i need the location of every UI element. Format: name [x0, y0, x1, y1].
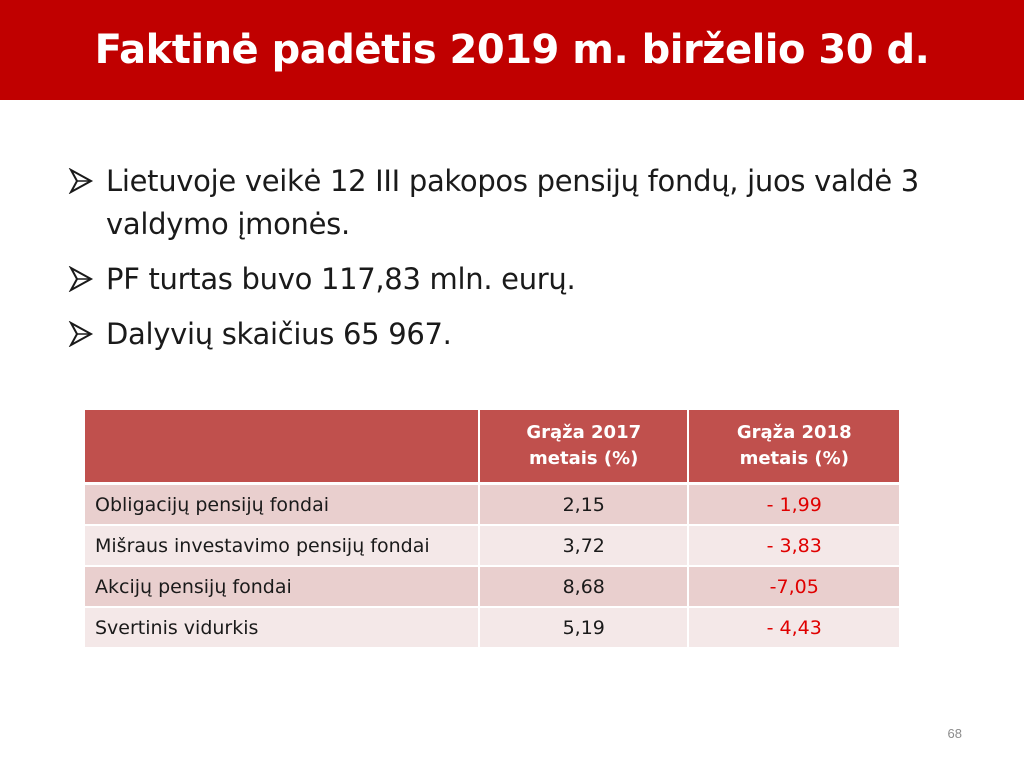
table-row: [85, 525, 899, 566]
return-2017-value: 2,15: [479, 484, 689, 526]
return-2017-value: 8,68: [479, 566, 689, 607]
header-return-2018: [688, 410, 899, 484]
page-number: 68: [947, 726, 962, 741]
arrow-bullet-icon: [68, 266, 94, 292]
title-bar: [0, 0, 1024, 100]
header-return-2017: [479, 410, 689, 484]
return-2018-value: - 1,99: [688, 484, 899, 526]
row-label: Akcijų pensijų fondai: [85, 566, 479, 607]
bullet-text: PF turtas buvo 117,83 mln. eurų.: [106, 262, 576, 296]
arrow-bullet-icon: [68, 321, 94, 347]
bullet-text: Dalyvių skaičius 65 967.: [106, 317, 452, 351]
bullet-item: [68, 258, 948, 301]
bullet-item: [68, 160, 948, 246]
arrow-bullet-icon: [68, 168, 94, 194]
return-2017-value: 5,19: [479, 607, 689, 648]
table-row: [85, 566, 899, 607]
row-label: Obligacijų pensijų fondai: [85, 484, 479, 526]
bullet-text: Lietuvoje veikė 12 III pakopos pensijų fondų, juos valdė 3 valdymo įmonės.: [106, 164, 919, 241]
slide-title: Faktinė padėtis 2019 m. birželio 30 d.: [94, 27, 930, 73]
return-2018-value: -7,05: [688, 566, 899, 607]
row-label: Mišraus investavimo pensijų fondai: [85, 525, 479, 566]
header-2018-line1: Grąža 2018: [736, 422, 852, 443]
table-row: [85, 607, 899, 648]
return-2018-value: - 4,43: [688, 607, 899, 648]
bullet-list: [68, 160, 948, 368]
row-label: Svertinis vidurkis: [85, 607, 479, 648]
bullet-item: [68, 313, 948, 356]
header-2018-line2: metais (%): [739, 448, 849, 469]
header-2017-line1: Grąža 2017: [526, 422, 642, 443]
header-2017-line2: metais (%): [529, 448, 639, 469]
header-empty-cell: [85, 410, 479, 484]
table-row: [85, 484, 899, 526]
table-header-row: [85, 410, 899, 484]
return-2018-value: - 3,83: [688, 525, 899, 566]
return-2017-value: 3,72: [479, 525, 689, 566]
returns-table: [85, 410, 899, 649]
